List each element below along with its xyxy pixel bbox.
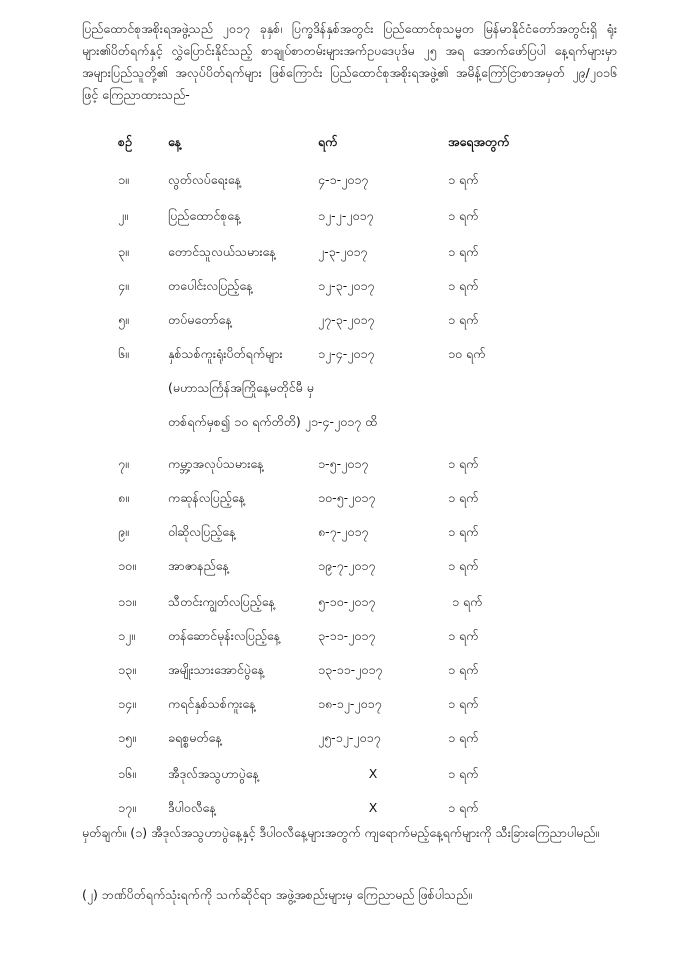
table-row — [0, 660, 679, 680]
row-no: ၉။ — [118, 524, 129, 539]
row-no: ၁၆။ — [118, 766, 136, 781]
table-row — [0, 170, 679, 190]
row-date: ၁၃-၁၁-၂၀၁၇ — [318, 662, 383, 677]
new-year-note-line1: (မဟာသင်္ကြန်အကြိုနေ့မတိုင်မီ မှ — [168, 380, 314, 395]
row-date: ၁၀-၅-၂၀၁၇ — [318, 490, 376, 505]
row-date: ၁၂-၃-၂၀၁၇ — [318, 278, 375, 293]
row-days: ၁ ရက် — [448, 244, 479, 259]
row-days: ၁ ရက် — [448, 278, 479, 293]
row-date: ၁၂-၄-၂၀၁၇ — [318, 346, 375, 361]
table-row — [0, 488, 679, 508]
table-row — [0, 626, 679, 646]
row-days: ၁ ရက် — [448, 312, 479, 327]
row-no: ၈။ — [118, 490, 129, 505]
table-row — [0, 728, 679, 748]
row-no: ၁၁။ — [118, 594, 136, 609]
row-days: ၁ ရက် — [448, 490, 479, 505]
row-name: တပ်မတော်နေ့ — [168, 312, 232, 327]
row-name: ခရစ္စမတ်နေ့ — [168, 730, 222, 745]
row-name: ဒီပါဝလီနေ့ — [168, 800, 216, 815]
row-days: ၁ ရက် — [448, 730, 479, 745]
table-row — [0, 522, 679, 542]
row-days: ၁ ရက် — [448, 766, 479, 781]
table-row — [0, 798, 679, 818]
remark-2: (၂) ဘဏ်ပိတ်ရက်သုံးရက်ကို သက်ဆိုင်ရာ အဖွဲ့အစည်းများမှ ကြေညာမည် ဖြစ်ပါသည်။ — [82, 887, 472, 902]
row-date: ၂၅-၁၂-၂၀၁၇ — [318, 730, 381, 745]
row-days: ၁ ရက် — [452, 594, 483, 609]
row-date: ၈-၇-၂၀၁၇ — [318, 524, 369, 539]
row-days: ၁၀ ရက် — [448, 346, 486, 361]
row-name: အီဒုလ်အသွဟာပွဲနေ့ — [168, 766, 260, 781]
row-name: တပေါင်းလပြည့်နေ့ — [168, 278, 253, 293]
new-year-note-line2: တစ်ရက်မှစ၍ ၁၀ ရက်တိတိ) ၂၁-၄-၂၀၁၇ ထိ — [168, 414, 378, 429]
row-no: ၄။ — [118, 278, 129, 293]
row-date: ၂၇-၃-၂၀၁၇ — [318, 312, 375, 327]
row-name: အမျိုးသားအောင်ပွဲနေ့ — [168, 662, 265, 677]
row-date: ၁-၅-၂၀၁၇ — [318, 456, 369, 471]
row-date: X — [368, 766, 378, 781]
row-no: ၇။ — [118, 456, 129, 471]
row-no: ၃။ — [118, 244, 129, 259]
header-name: နေ့ — [168, 134, 182, 149]
row-days: ၁ ရက် — [448, 456, 479, 471]
table-row — [0, 310, 679, 330]
row-no: ၅။ — [118, 312, 129, 327]
row-name: နှစ်သစ်ကူးရုံးပိတ်ရက်များ — [168, 346, 283, 361]
row-no: ၁၇။ — [118, 800, 136, 815]
row-name: တန်ဆောင်မုန်းလပြည့်နေ့ — [168, 628, 281, 643]
row-name: တောင်သူလယ်သမားနေ့ — [168, 244, 276, 259]
row-name: သီတင်းကျွတ်လပြည့်နေ့ — [168, 594, 276, 609]
row-no: ၂။ — [118, 208, 128, 223]
table-row — [0, 206, 679, 226]
row-no: ၁၂။ — [118, 628, 135, 643]
remark-1: မှတ်ချက်။ (၁) အီဒုလ်အသွဟာပွဲနေ့နှင့် ဒီပါဝလီနေ့များအတွက် ကျရောက်မည့်နေ့ရက်များကို သီးခြားကြေညာပါမည်။ — [82, 825, 600, 840]
row-date: ၁၈-၁၂-၂၀၁၇ — [318, 696, 382, 711]
row-days: ၁ ရက် — [448, 208, 479, 223]
row-no: ၆။ — [118, 346, 129, 361]
table-row — [0, 454, 679, 474]
row-days: ၁ ရက် — [448, 172, 479, 187]
header-no: စဉ် — [118, 134, 132, 149]
table-row — [0, 694, 679, 714]
row-days: ၁ ရက် — [448, 662, 479, 677]
row-no: ၁၀။ — [118, 558, 136, 573]
table-row — [0, 276, 679, 296]
row-date: ၅-၁၀-၂၀၁၇ — [318, 594, 376, 609]
row-date: ၃-၁၁-၂၀၁၇ — [318, 628, 376, 643]
row-name: ကဆုန်လပြည့်နေ့ — [168, 490, 246, 505]
row-no: ၁။ — [118, 172, 129, 187]
row-no: ၁၅။ — [118, 730, 136, 745]
row-name: လွတ်လပ်ရေးနေ့ — [168, 172, 242, 187]
table-row — [0, 556, 679, 576]
row-days: ၁ ရက် — [448, 558, 479, 573]
table-header-row — [0, 132, 679, 152]
row-name: ကရင်နှစ်သစ်ကူးနေ့ — [168, 696, 256, 711]
row-no: ၁၃။ — [118, 662, 136, 677]
table-row — [0, 242, 679, 262]
row-name: ပြည်ထောင်စုနေ့ — [168, 208, 241, 223]
row-date: ၄-၁-၂၀၁၇ — [318, 172, 369, 187]
row-date: ၂-၃-၂၀၁၇ — [318, 244, 368, 259]
table-row — [0, 344, 679, 364]
row-days: ၁ ရက် — [448, 800, 479, 815]
row-date: X — [368, 800, 378, 815]
row-no: ၁၄။ — [118, 696, 136, 711]
header-date: ရက် — [318, 134, 338, 149]
row-name: အာဇာနည်နေ့ — [168, 558, 229, 573]
row-name: ကမ္ဘာ့အလုပ်သမားနေ့ — [168, 456, 264, 471]
row-name: ဝါဆိုလပြည့်နေ့ — [168, 524, 236, 539]
row-days: ၁ ရက် — [448, 696, 479, 711]
row-days: ၁ ရက် — [448, 524, 479, 539]
intro-paragraph: ပြည်ထောင်စုအစိုးရအဖွဲ့သည် ၂၀၁၇ ခုနှစ်၊ ပြက္ခဒိန်နှစ်အတွင်း ပြည်ထောင်စုသမ္မတ မြန်မာနိုင်ငံတော်အတွင်းရှိ ရုံးများ၏ပိတ်ရက်နှင့် လွှဲပြောင်းနိုင်သည့် စာချုပ်စာတမ်းများအက်ဥပဒေပုဒ်မ ၂၅ အရ အောက်ဖော်ပြပါ နေ့ရက်များမှာ အများပြည်သူတို့၏ အလုပ်ပိတ်ရက်များ ဖြစ်ကြောင်း ပြည်ထောင်စုအစိုးရအဖွဲ့၏ အမိန့်ကြော်ငြာစာအမှတ် ၂၉/၂၀၁၆ ဖြင့် ကြေညာထားသည်- — [82, 21, 617, 102]
table-row — [0, 764, 679, 784]
row-days: ၁ ရက် — [448, 628, 479, 643]
row-date: ၁၉-၇-၂၀၁၇ — [318, 558, 376, 573]
table-row — [0, 592, 679, 612]
header-days: အရေအတွက် — [448, 134, 510, 149]
row-date: ၁၂-၂-၂၀၁၇ — [318, 208, 374, 223]
